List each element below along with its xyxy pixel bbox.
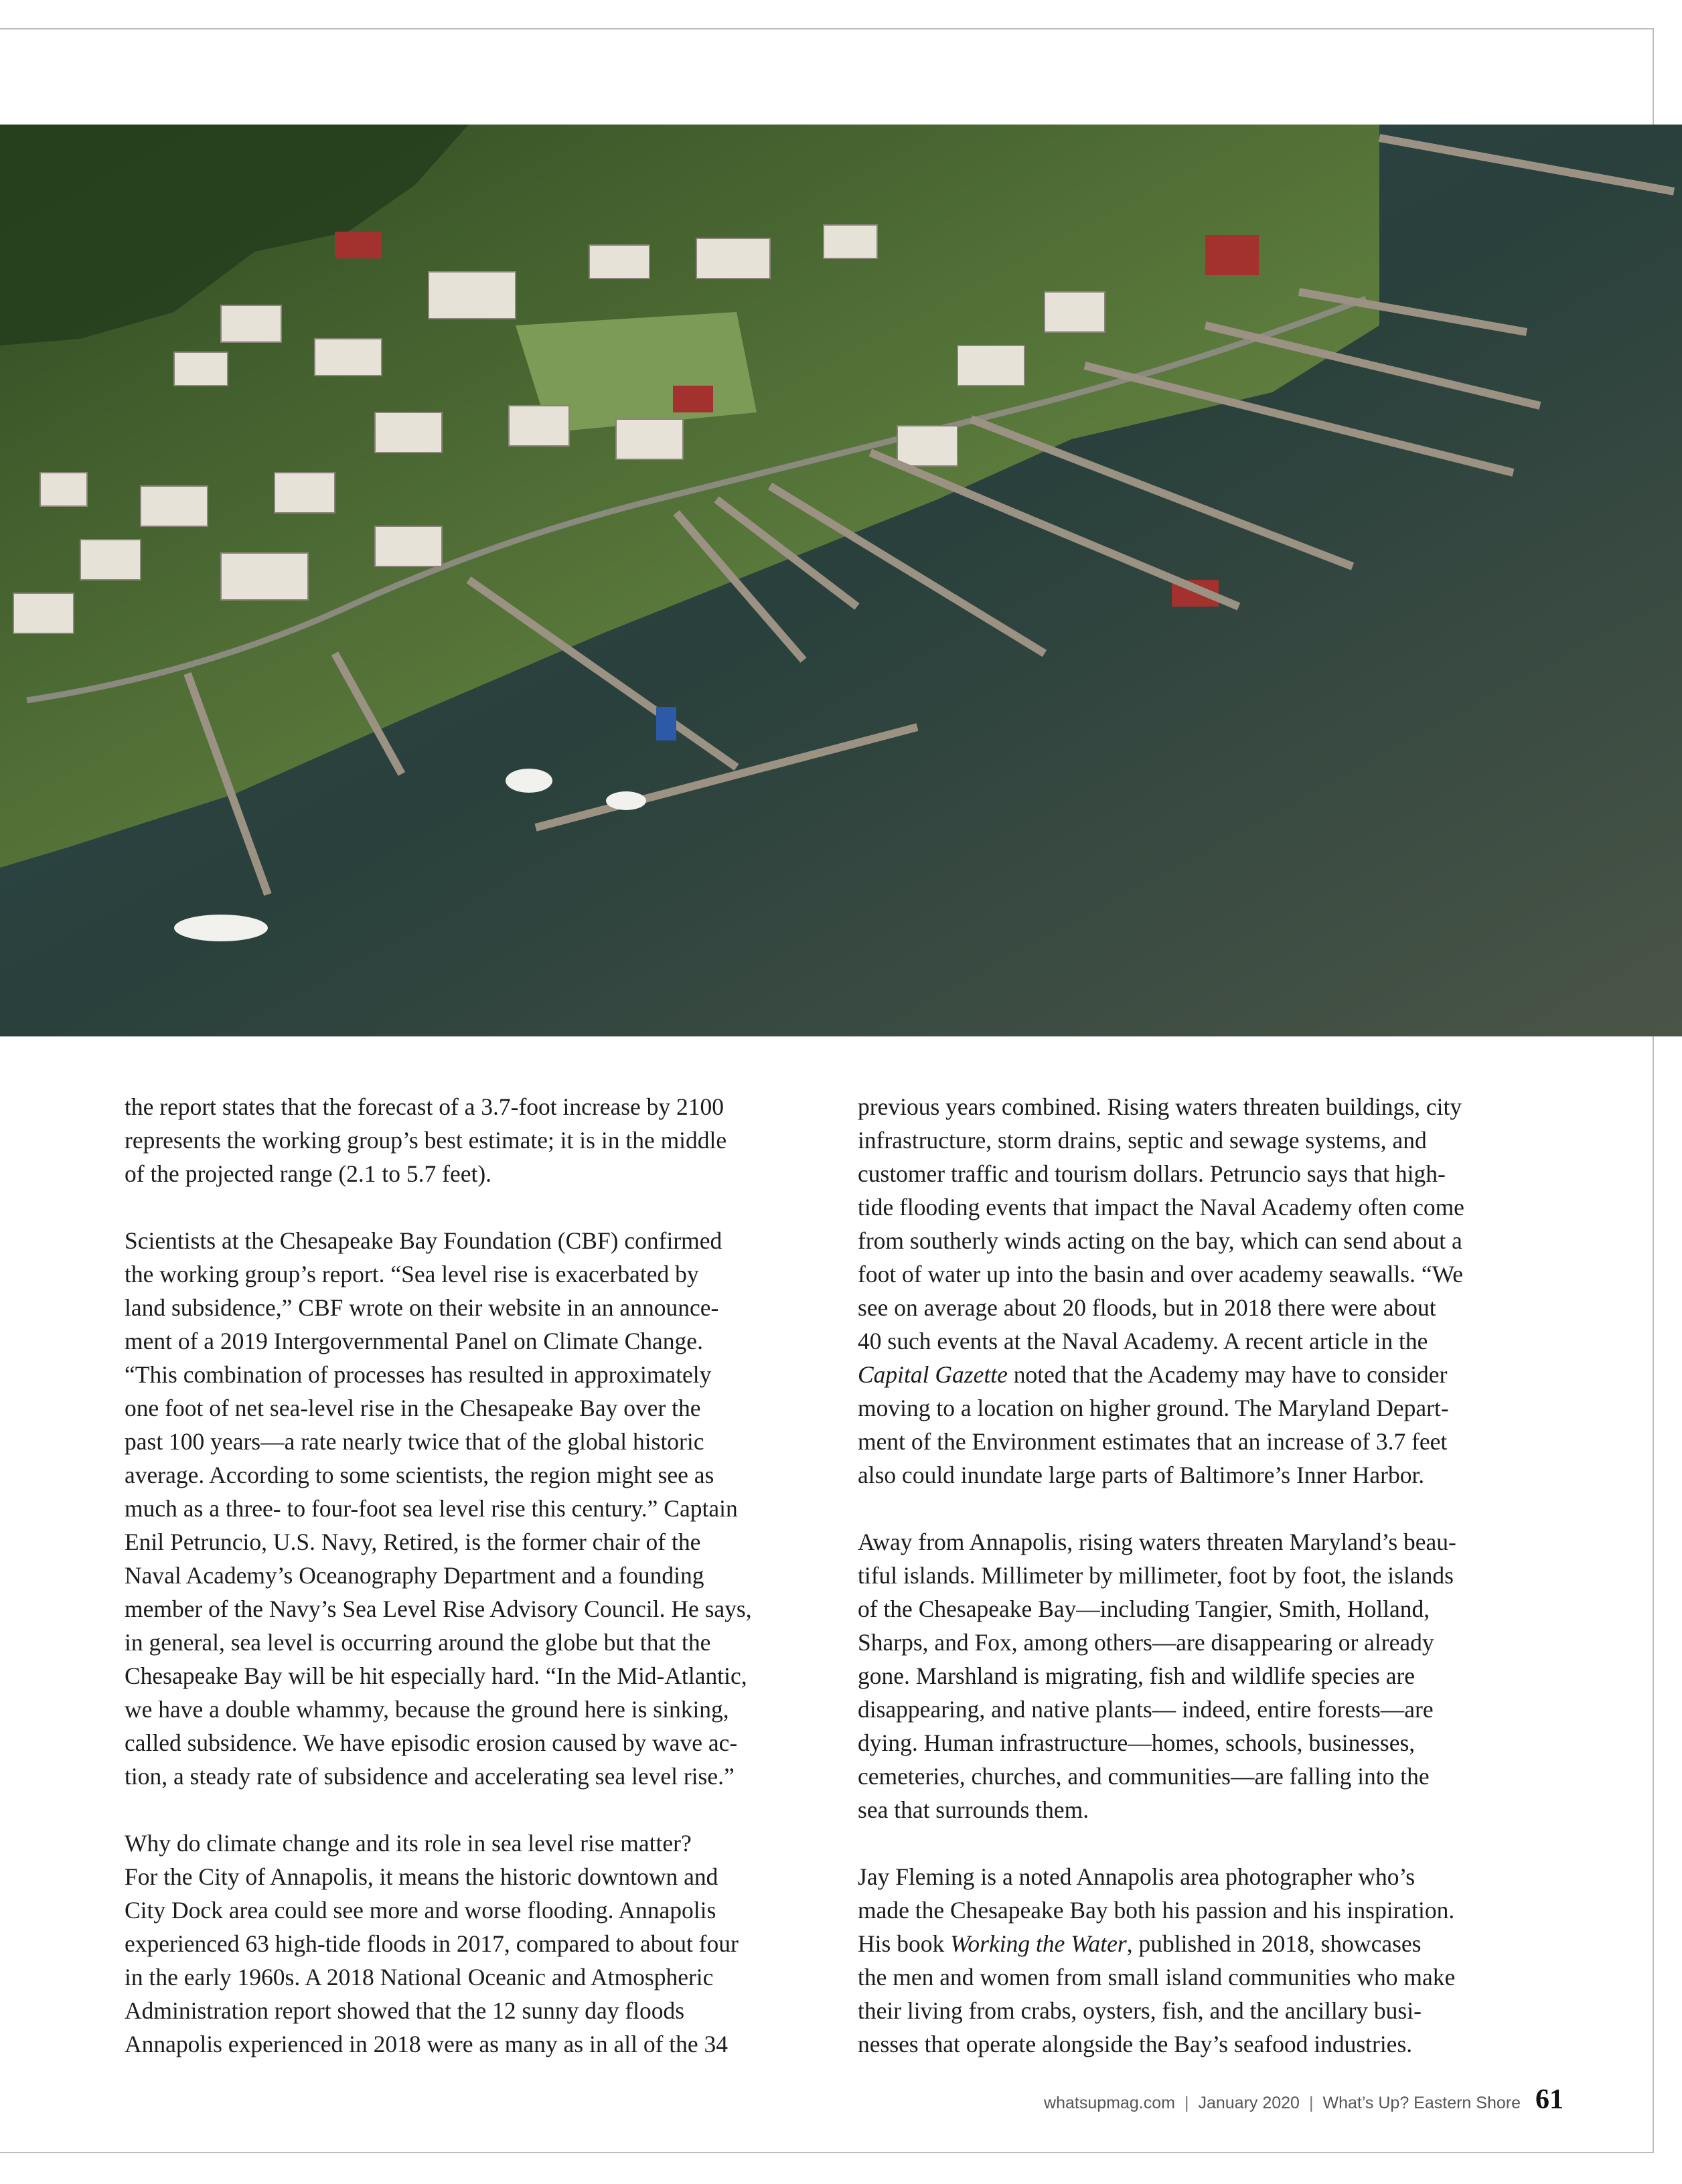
paragraph-text: , published in 2018, showcases the men and women from small island communities who make their living from crabs, oysters, fish, and the ancillary busi- nesses that operate alongside the Bay’s seafood industries.: [858, 1930, 1456, 2057]
publication-title: Capital Gazette: [858, 1361, 1008, 1388]
article-column-left: [125, 1090, 828, 2061]
page-frame-top: [0, 28, 1653, 29]
article-paragraph: Why do climate change and its role in sea level rise matter? For the City of Annapolis, it means the historic downtown and City Dock area could see more and worse flooding. Annapolis experienced 63 high-tide floods in 2017, compared to about four in the early 1960s. A 2018 National Oceanic and Atmospheric Administration report showed that the 12 sunny day floods Annapolis experienced in 2018 were as many as in all of the 34: [125, 1830, 739, 2057]
article-paragraph: [858, 1090, 1568, 1492]
article-paragraph: Away from Annapolis, rising waters threaten Maryland’s beau- tiful islands. Millimeter by millimeter, foot by foot, the islands of the Chesapeake Bay—including Tangier, Smith, Holland, Sharps, and Fox, among others—are disappearing or already gone. Marshland is migrating, fish and wildlife species are disappearing, and native plants— indeed, entire forests—are dying. Human infrastructure—homes, schools, businesses, cemeteries, churches, and communities—are falling into the sea that surrounds them.: [858, 1529, 1456, 1823]
footer-separator: |: [1184, 2094, 1189, 2112]
paragraph-text: previous years combined. Rising waters threaten buildings, city infrastructure, storm drains, septic and sewage systems, and customer traffic and tourism dollars. Petruncio says that high- tide flooding events that impact the Naval Academy often come from southerly winds acting on the bay, which can send about a foot of water up into the basin and over academy seawalls. “We see on average about 20 floods, but in 2018 there were about 40 such events at the Naval Academy. A recent article in the: [858, 1093, 1464, 1354]
article-paragraph: [858, 1860, 1568, 2061]
page-footer: [937, 2084, 1563, 2124]
footer-publication: What’s Up? Eastern Shore: [1322, 2094, 1521, 2112]
article-paragraph: the report states that the forecast of a 3.7-foot increase by 2100 represents the working group’s best estimate; it is in the middle of the projected range (2.1 to 5.7 feet).: [125, 1093, 727, 1187]
paragraph-text: Jay Fleming is a noted Annapolis area photographer who’s made the Chesapeake Bay both his passion and his inspiration. His book: [858, 1863, 1455, 1957]
article-column-right: [858, 1090, 1568, 2061]
footer-site-link[interactable]: whatsupmag.com: [1044, 2094, 1175, 2112]
page-frame-bottom: [0, 2152, 1654, 2153]
page-number: 61: [1535, 2084, 1563, 2115]
paragraph-text: noted that the Academy may have to consider moving to a location on higher ground. The Maryland Depart- ment of the Environment estimates that an increase of 3.7 feet also could inundate large parts of Baltimore’s Inner Harbor.: [858, 1361, 1449, 1488]
footer-date: January 2020: [1198, 2094, 1300, 2112]
footer-separator: |: [1308, 2094, 1314, 2112]
book-title: Working the Water: [950, 1930, 1127, 1957]
aerial-photo-waterfront-village: [0, 125, 1682, 1036]
article-paragraph: Scientists at the Chesapeake Bay Foundation (CBF) confirmed the working group’s report. “Sea level rise is exacerbated by land subsidence,” CBF wrote on their website in an announce- ment of a 2019 Intergovernmental Panel on Climate Change. “This combination of processes has resulted in approximately one foot of net sea-level rise in the Chesapeake Bay over the past 100 years—a rate nearly twice that of the global historic average. According to some scientists, the region might see as much as a three- to four-foot sea level rise this century.” Captain Enil Petruncio, U.S. Navy, Retired, is the former chair of the Naval Academy’s Oceanography Department and a founding member of the Navy’s Sea Level Rise Advisory Council. He says, in general, sea level is occurring around the globe but that the Chesapeake Bay will be hit especially hard. “In the Mid-Atlantic, we have a double whammy, because the ground here is sinking, called subsidence. We have episodic erosion caused by wave ac- tion, a steady rate of subsidence and accelerating sea level rise.”: [125, 1227, 752, 1790]
